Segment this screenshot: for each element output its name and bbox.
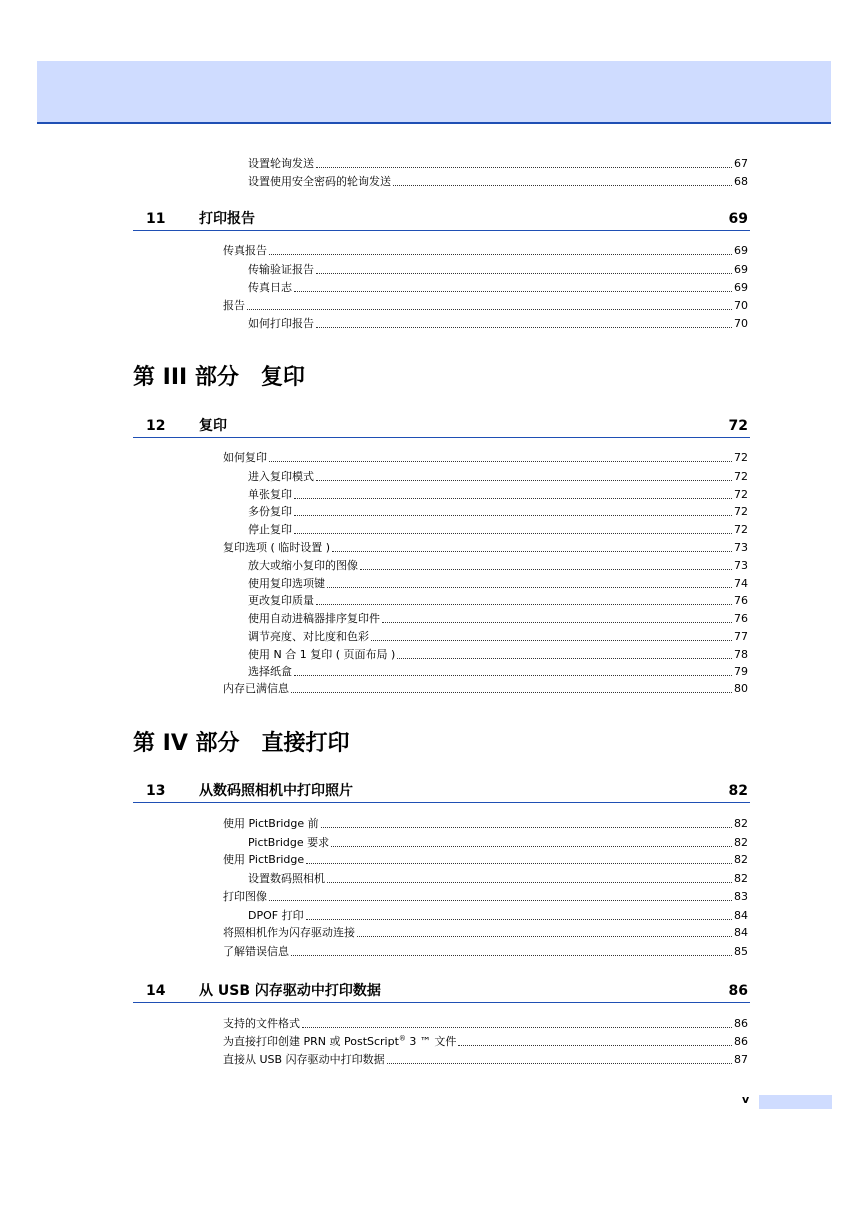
- toc-entry-page: 72: [734, 451, 748, 464]
- toc-entry-page: 72: [734, 488, 748, 501]
- toc-entry[interactable]: [223, 1031, 748, 1049]
- toc-entry[interactable]: [248, 259, 748, 277]
- toc-entry-page: 69: [734, 244, 748, 257]
- chapter-page: 69: [728, 211, 748, 227]
- toc-entry-page: 82: [734, 817, 748, 830]
- toc-entry[interactable]: [223, 886, 748, 904]
- chapter-title: 从 USB 闪存驱动中打印数据: [199, 983, 381, 999]
- dot-leader: [306, 863, 732, 864]
- dot-leader: [321, 827, 732, 828]
- chapter-page: 86: [728, 983, 748, 999]
- toc-entry-page: 77: [734, 630, 748, 643]
- toc-entry-label: 报告: [223, 299, 245, 312]
- toc-entry-page: 72: [734, 470, 748, 483]
- toc-entry-page: 69: [734, 281, 748, 294]
- toc-entry-page: 69: [734, 263, 748, 276]
- toc-entry-label: 使用复印选项键: [248, 577, 325, 590]
- toc-entry[interactable]: [248, 644, 748, 662]
- toc-entry[interactable]: [248, 501, 748, 519]
- toc-entry-label: 直接从 USB 闪存驱动中打印数据: [223, 1053, 385, 1066]
- dot-leader: [269, 254, 732, 255]
- toc-entry[interactable]: [248, 313, 748, 331]
- dot-leader: [269, 461, 732, 462]
- toc-entry[interactable]: [223, 1049, 748, 1067]
- part-title: 复印: [260, 365, 305, 390]
- toc-entry-label: 复印选项 ( 临时设置 ): [223, 541, 331, 554]
- dot-leader: [316, 480, 732, 481]
- toc-entry-page: 73: [734, 559, 748, 572]
- dot-leader: [327, 882, 732, 883]
- toc-entry[interactable]: [223, 813, 748, 831]
- toc-entry-page: 84: [734, 926, 748, 939]
- dot-leader: [294, 291, 732, 292]
- toc-entry-page: 86: [734, 1017, 748, 1030]
- toc-entry-page: 79: [734, 665, 748, 678]
- dot-leader: [294, 498, 732, 499]
- part-label: 第 IV 部分: [133, 731, 240, 756]
- toc-entry[interactable]: [248, 626, 748, 644]
- toc-entry-page: 85: [734, 945, 748, 958]
- toc-entry-page: 80: [734, 682, 748, 695]
- toc-entry-label: DPOF 打印: [248, 909, 304, 922]
- dot-leader: [269, 900, 732, 901]
- toc-entry-label: 使用 PictBridge 前: [223, 817, 319, 830]
- toc-entry[interactable]: [248, 171, 748, 189]
- toc-entry-label: 传真报告: [223, 244, 267, 257]
- part-title: 直接打印: [261, 731, 350, 756]
- toc-entry[interactable]: [223, 849, 748, 867]
- chapter-heading[interactable]: [133, 982, 750, 1003]
- chapter-number: 11: [146, 211, 166, 227]
- toc-entry[interactable]: [248, 277, 748, 295]
- toc-entry[interactable]: [248, 661, 748, 679]
- registered-mark: ®: [398, 1034, 406, 1043]
- dot-leader: [294, 533, 732, 534]
- toc-entry-page: 74: [734, 577, 748, 590]
- header-band: [37, 61, 831, 122]
- toc-entry-label: 将照相机作为闪存驱动连接: [223, 926, 355, 939]
- chapter-page: 72: [728, 418, 748, 434]
- toc-entry-label: 使用 N 合 1 复印 ( 页面布局 ): [248, 648, 396, 661]
- chapter-heading[interactable]: [133, 782, 750, 803]
- toc-entry-page: 67: [734, 157, 748, 170]
- toc-entry-page: 70: [734, 299, 748, 312]
- dot-leader: [382, 622, 732, 623]
- toc-entry-label: 如何复印: [223, 451, 267, 464]
- toc-entry[interactable]: [223, 295, 748, 313]
- toc-entry-page: 83: [734, 890, 748, 903]
- toc-entry[interactable]: [248, 153, 748, 171]
- toc-entry[interactable]: [248, 608, 748, 626]
- dot-leader: [291, 955, 732, 956]
- toc-entry-page: 68: [734, 175, 748, 188]
- toc-entry-label: 调节亮度、对比度和色彩: [248, 630, 369, 643]
- page-number: v: [742, 1093, 750, 1106]
- toc-entry-page: 72: [734, 505, 748, 518]
- toc-entry-label: [223, 1035, 456, 1049]
- toc-entry-label: 停止复印: [248, 523, 292, 536]
- toc-entry-label: 使用自动进稿器排序复印件: [248, 612, 380, 625]
- toc-entry-label: 更改复印质量: [248, 594, 314, 607]
- dot-leader: [247, 309, 732, 310]
- dot-leader: [393, 185, 732, 186]
- dot-leader: [397, 658, 732, 659]
- dot-leader: [302, 1027, 732, 1028]
- toc-entry-label: 了解错误信息: [223, 945, 289, 958]
- toc-entry-label-text: 为直接打印创建 PRN 或 PostScript: [223, 1035, 399, 1048]
- toc-entry[interactable]: [223, 447, 748, 465]
- toc-entry-label: 设置轮询发送: [248, 157, 314, 170]
- toc-entry-label: 多份复印: [248, 505, 292, 518]
- toc-entry-page: 86: [734, 1035, 748, 1048]
- toc-entry-page: 82: [734, 853, 748, 866]
- chapter-number: 14: [146, 983, 166, 999]
- toc-entry-label: 设置使用安全密码的轮询发送: [248, 175, 391, 188]
- toc-entry[interactable]: [223, 941, 748, 959]
- toc-entry[interactable]: [223, 537, 748, 555]
- toc-entry-page: 72: [734, 523, 748, 536]
- dot-leader: [316, 604, 732, 605]
- toc-entry[interactable]: [248, 484, 748, 502]
- toc-entry[interactable]: [248, 868, 748, 886]
- toc-entry-label: 支持的文件格式: [223, 1017, 300, 1030]
- toc-entry-label: 传真日志: [248, 281, 292, 294]
- toc-entry-label: 进入复印模式: [248, 470, 314, 483]
- toc-entry-page: 82: [734, 872, 748, 885]
- dot-leader: [316, 167, 732, 168]
- dot-leader: [387, 1063, 732, 1064]
- dot-leader: [291, 692, 732, 693]
- part-label: 第 III 部分: [133, 365, 239, 390]
- toc-entry-page: 76: [734, 612, 748, 625]
- toc-entry-label: 内存已满信息: [223, 682, 289, 695]
- dot-leader: [331, 846, 732, 847]
- dot-leader: [360, 569, 732, 570]
- footer-tab: [759, 1095, 832, 1109]
- toc-entry-label: 如何打印报告: [248, 317, 314, 330]
- toc-entry[interactable]: [223, 1013, 748, 1031]
- header-rule: [37, 122, 831, 124]
- part-heading: [133, 363, 305, 393]
- chapter-title: 复印: [199, 418, 227, 434]
- dot-leader: [332, 551, 732, 552]
- toc-entry[interactable]: [248, 555, 748, 573]
- toc-entry-page: 73: [734, 541, 748, 554]
- toc-entry-label: 打印图像: [223, 890, 267, 903]
- toc-entry-page: 84: [734, 909, 748, 922]
- dot-leader: [294, 675, 732, 676]
- chapter-page: 82: [728, 783, 748, 799]
- toc-entry-label: 设置数码照相机: [248, 872, 325, 885]
- dot-leader: [316, 327, 732, 328]
- toc-entry[interactable]: [223, 240, 748, 258]
- chapter-heading[interactable]: [133, 417, 750, 438]
- dot-leader: [316, 273, 732, 274]
- toc-entry[interactable]: [248, 905, 748, 923]
- dot-leader: [357, 936, 732, 937]
- toc-entry-page: 87: [734, 1053, 748, 1066]
- chapter-title: 打印报告: [199, 211, 255, 227]
- toc-entry-label: 单张复印: [248, 488, 292, 501]
- toc-entry[interactable]: [223, 678, 748, 696]
- chapter-number: 13: [146, 783, 166, 799]
- toc-entry-page: 82: [734, 836, 748, 849]
- dot-leader: [458, 1045, 732, 1046]
- toc-entry-page: 78: [734, 648, 748, 661]
- dot-leader: [371, 640, 732, 641]
- toc-entry[interactable]: [248, 573, 748, 591]
- part-heading: [133, 729, 350, 759]
- toc-entry[interactable]: [248, 519, 748, 537]
- toc-entry[interactable]: [223, 922, 748, 940]
- dot-leader: [294, 515, 732, 516]
- toc-entry-page: 70: [734, 317, 748, 330]
- toc-entry-label: 使用 PictBridge: [223, 853, 305, 866]
- toc-entry[interactable]: [248, 590, 748, 608]
- dot-leader: [306, 919, 732, 920]
- toc-entry-label: 选择纸盒: [248, 665, 292, 678]
- chapter-heading[interactable]: [133, 210, 750, 231]
- toc-entry-label-text: 3 ™ 文件: [405, 1035, 457, 1048]
- toc-entry-label: 传输验证报告: [248, 263, 314, 276]
- dot-leader: [327, 587, 732, 588]
- chapter-title: 从数码照相机中打印照片: [199, 783, 353, 799]
- toc-entry-label: PictBridge 要求: [248, 836, 330, 849]
- toc-entry-page: 76: [734, 594, 748, 607]
- chapter-number: 12: [146, 418, 166, 434]
- toc-entry[interactable]: [248, 466, 748, 484]
- toc-entry-label: 放大或缩小复印的图像: [248, 559, 358, 572]
- toc-entry[interactable]: [248, 832, 748, 850]
